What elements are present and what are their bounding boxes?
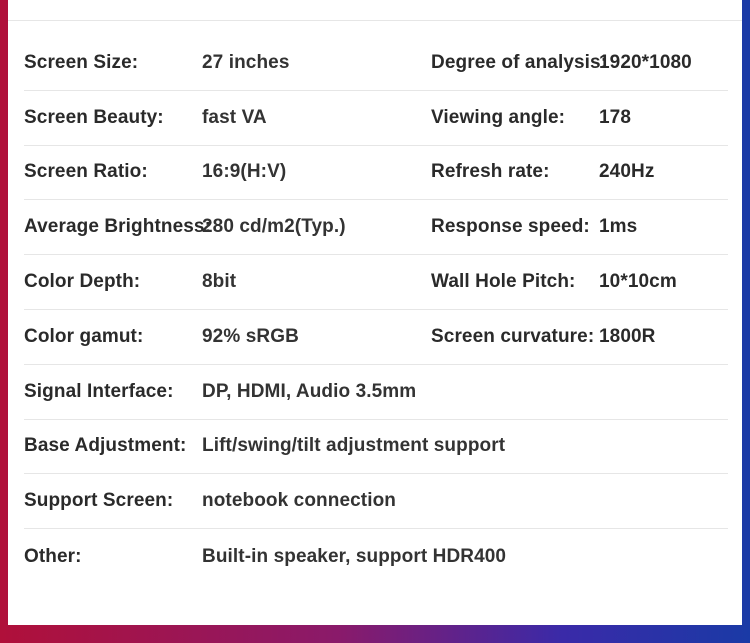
spec-value: 1800R	[599, 325, 656, 347]
spec-value: 27 inches	[202, 51, 290, 73]
spec-label: Degree of analysis:	[431, 51, 608, 73]
spec-label: Average Brightness:	[24, 216, 212, 238]
spec-value: 240Hz	[599, 161, 655, 183]
spec-label: Support Screen:	[24, 490, 174, 512]
top-divider	[8, 20, 742, 21]
spec-label: Other:	[24, 545, 82, 567]
spec-value: 92% sRGB	[202, 325, 299, 347]
spec-table	[24, 36, 728, 584]
spec-row	[24, 529, 728, 584]
spec-value: DP, HDMI, Audio 3.5mm	[202, 380, 417, 402]
spec-label: Screen Beauty:	[24, 106, 164, 128]
spec-value: Lift/swing/tilt adjustment support	[202, 435, 506, 457]
spec-label: Viewing angle:	[431, 106, 566, 128]
spec-row	[24, 365, 728, 420]
spec-row	[24, 420, 728, 475]
spec-label: Base Adjustment:	[24, 435, 187, 457]
spec-row	[24, 146, 728, 201]
spec-value: 1920*1080	[599, 51, 692, 73]
spec-label: Wall Hole Pitch:	[431, 271, 576, 293]
spec-row	[24, 91, 728, 146]
spec-label: Response speed:	[431, 216, 590, 238]
spec-label: Color Depth:	[24, 271, 141, 293]
spec-label: Screen curvature:	[431, 325, 595, 347]
spec-label: Screen Size:	[24, 51, 139, 73]
spec-card	[8, 0, 742, 625]
spec-value: 178	[599, 106, 632, 128]
spec-row	[24, 255, 728, 310]
spec-row	[24, 36, 728, 91]
spec-value: Built-in speaker, support HDR400	[202, 545, 507, 567]
spec-label: Signal Interface:	[24, 380, 174, 402]
spec-row	[24, 200, 728, 255]
spec-value: notebook connection	[202, 490, 397, 512]
spec-label: Color gamut:	[24, 325, 144, 347]
spec-row	[24, 474, 728, 529]
spec-value: 1ms	[599, 216, 638, 238]
spec-label: Refresh rate:	[431, 161, 550, 183]
spec-value: 8bit	[202, 271, 237, 293]
spec-row	[24, 310, 728, 365]
spec-value: 10*10cm	[599, 271, 677, 293]
spec-value: 280 cd/m2(Typ.)	[202, 216, 346, 238]
spec-label: Screen Ratio:	[24, 161, 148, 183]
spec-value: 16:9(H:V)	[202, 161, 287, 183]
spec-value: fast VA	[202, 106, 267, 128]
